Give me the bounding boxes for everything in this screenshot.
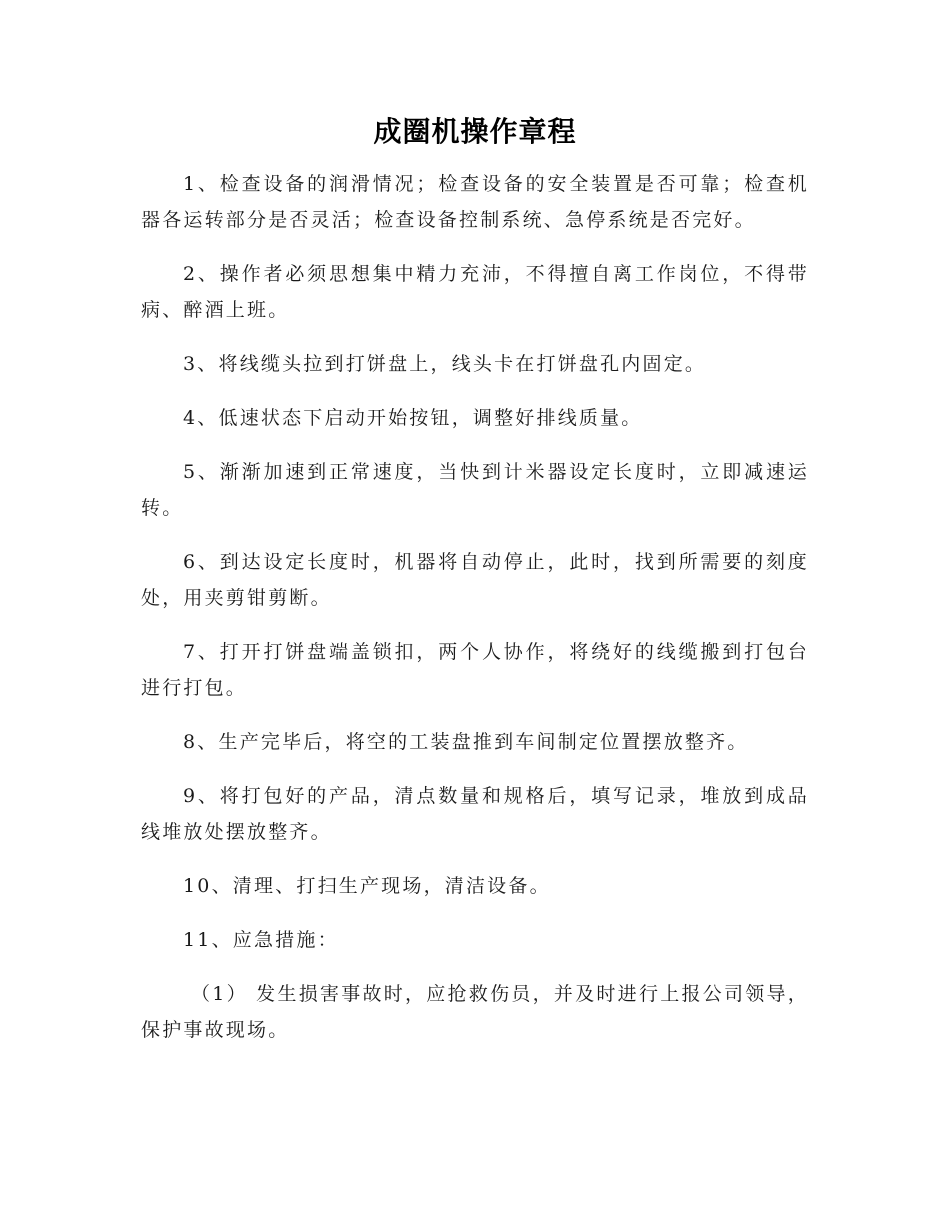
paragraph-10: 10、清理、打扫生产现场，清洁设备。: [183, 875, 551, 897]
paragraph-6: 6、到达设定长度时，机器将自动停止，此时，找到所需要的刻度处，用夹剪钳剪断。: [141, 551, 809, 609]
paragraph-11: 11、应急措施：: [183, 929, 339, 951]
paragraph-7: 7、打开打饼盘端盖锁扣，两个人协作，将绕好的线缆搬到打包台进行打包。: [141, 641, 809, 699]
paragraph-5: 5、渐渐加速到正常速度，当快到计米器设定长度时，立即减速运转。: [141, 461, 809, 519]
document-body: [141, 166, 809, 1066]
paragraph-11-1: （1） 发生损害事故时，应抢救伤员，并及时进行上报公司领导，保护事故现场。: [141, 983, 809, 1041]
paragraph-9: 9、将打包好的产品，清点数量和规格后，填写记录，堆放到成品线堆放处摆放整齐。: [141, 785, 809, 843]
paragraph-8: 8、生产完毕后，将空的工装盘推到车间制定位置摆放整齐。: [183, 731, 749, 753]
document-title: 成圈机操作章程: [373, 115, 577, 148]
paragraph-4: 4、低速状态下启动开始按钮，调整好排线质量。: [183, 407, 643, 429]
paragraph-3: 3、将线缆头拉到打饼盘上，线头卡在打饼盘孔内固定。: [183, 353, 707, 375]
paragraph-1: 1、检查设备的润滑情况；检查设备的安全装置是否可靠；检查机器各运转部分是否灵活；检查设备控制系统、急停系统是否完好。: [141, 173, 809, 231]
paragraph-2: 2、操作者必须思想集中精力充沛，不得擅自离工作岗位，不得带病、醉酒上班。: [141, 263, 809, 321]
